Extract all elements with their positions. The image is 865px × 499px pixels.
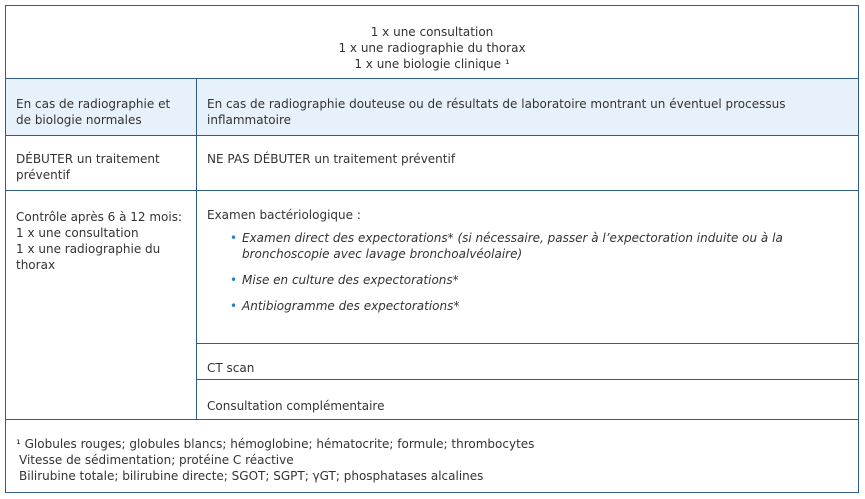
follow-up-line: Contrôle après 6 à 12 mois: [16, 210, 183, 224]
footnote-line: Vitesse de sédimentation; protéine C réactive [19, 453, 294, 467]
list-item-text: Examen direct des expectorations* (si nécessaire, passer à l’expectoration induite ou à la bronchoscopie avec lavage bronchoalvéolaire) [242, 231, 783, 261]
footnote-line: Bilirubine totale; bilirubine directe; SGOT; SGPT; γGT; phosphatases alcalines [19, 469, 484, 483]
follow-up-cell [6, 191, 197, 420]
follow-up-line: 1 x une radiographie du thorax [16, 242, 161, 272]
list-item [230, 272, 848, 288]
bullet-icon: • [230, 299, 238, 313]
footnote-line: ¹ Globules rouges; globules blancs; hémoglobine; hématocrite; formule; thrombocytes [16, 437, 535, 451]
list-item [230, 298, 848, 314]
start-treatment-cell: DÉBUTER un traitement préventif [6, 136, 197, 191]
list-item [230, 230, 848, 262]
bullet-icon: • [230, 231, 238, 245]
ct-scan-cell: CT scan [197, 344, 859, 380]
column-header-normal: En cas de radiographie et de biologie normales [6, 79, 197, 136]
protocol-table [5, 5, 859, 493]
initial-exams-cell [6, 6, 859, 79]
bacteriology-list [230, 230, 848, 314]
bullet-icon: • [230, 273, 238, 287]
initial-exam-line: 1 x une biologie clinique ¹ [354, 57, 510, 71]
list-item-text: Antibiogramme des expectorations* [242, 299, 460, 313]
consultation-cell: Consultation complémentaire [197, 380, 859, 420]
initial-exam-line: 1 x une consultation [370, 25, 494, 39]
footnote-cell [6, 420, 859, 493]
follow-up-line: 1 x une consultation [16, 226, 139, 240]
no-treatment-cell: NE PAS DÉBUTER un traitement préventif [197, 136, 859, 191]
initial-exam-line: 1 x une radiographie du thorax [338, 41, 526, 55]
bacteriology-cell [197, 191, 859, 344]
column-header-abnormal: En cas de radiographie douteuse ou de résultats de laboratoire montrant un éventuel processus inflammatoire [197, 79, 859, 136]
bacteriology-title: Examen bactériologique : [207, 208, 361, 222]
list-item-text: Mise en culture des expectorations* [242, 273, 459, 287]
